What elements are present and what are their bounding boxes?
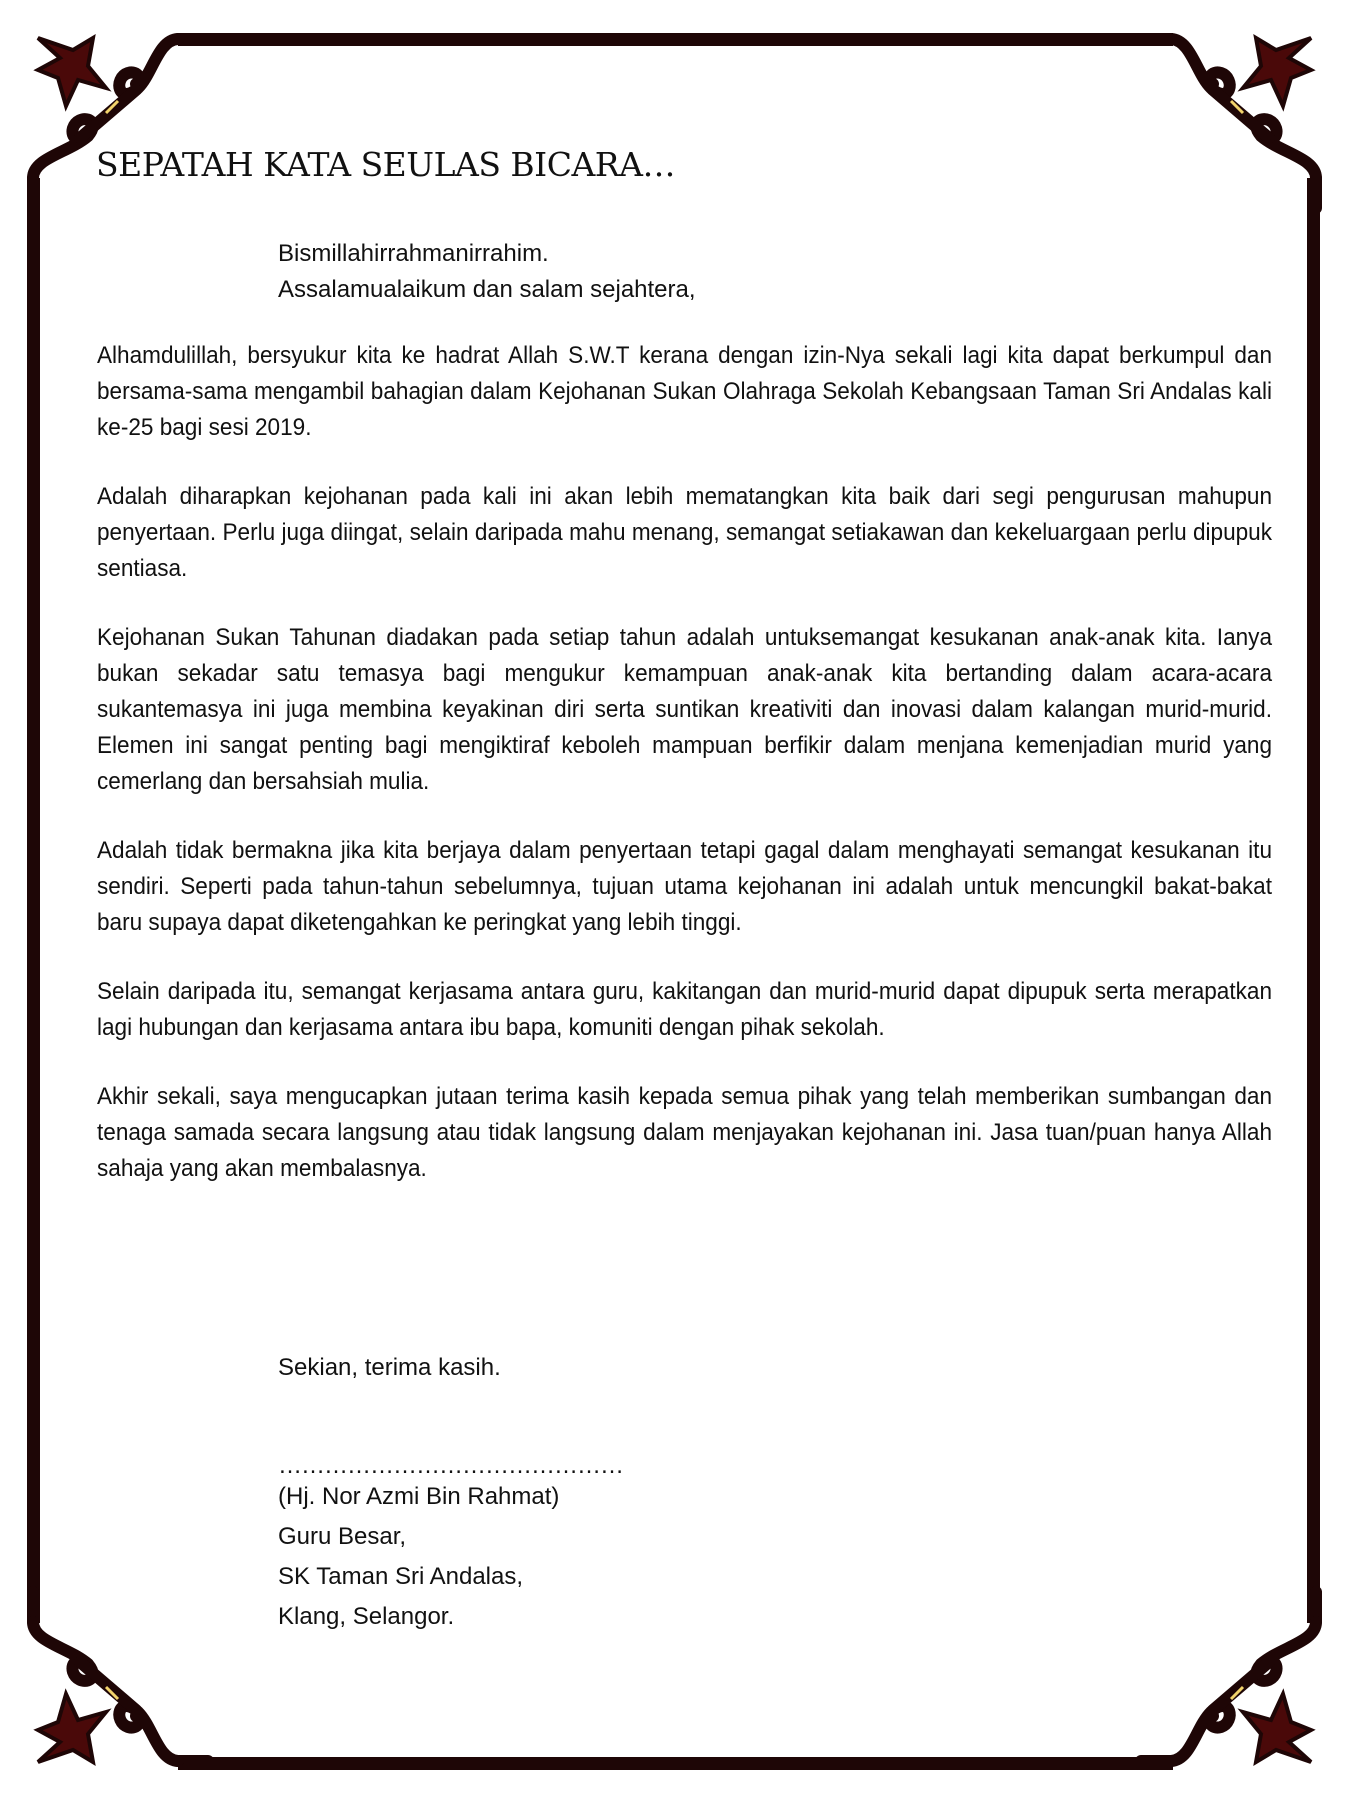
fleur-scroll-ornament-icon (1131, 1582, 1331, 1782)
fleur-scroll-ornament-icon (1131, 18, 1331, 218)
paragraph-spirit: Adalah tidak bermakna jika kita berjaya dalam penyertaan tetapi gagal dalam menghayati semangat kesukanan itu sendiri. Seperti pada tahun-tahun sebelumnya, tujuan utama kejohanan ini adalah untuk mencungkil bakat-bakat baru supaya dapat diketengahkan ke peringkat yang lebih tinggi. (97, 837, 1272, 936)
speech-body (97, 338, 1272, 1220)
corner-ornament-top-left-icon (18, 18, 218, 218)
closing-line: Sekian, terima kasih. (278, 1354, 501, 1381)
frame-border-right (1307, 178, 1320, 1623)
signatory-name: (Hj. Nor Azmi Bin Rahmat) (278, 1483, 560, 1510)
greeting-bismillah: Bismillahirrahmanirrahim. (278, 240, 549, 267)
corner-ornament-bottom-right-icon (1131, 1582, 1331, 1782)
greeting-block (278, 236, 696, 308)
paragraph-hope: Adalah diharapkan kejohanan pada kali ini akan lebih mematangkan kita baik dari segi pengurusan mahupun penyertaan. Perlu juga diingat, selain daripada mahu menang, semangat setiakawan dan kekeluargaan perlu dipupuk sentiasa. (97, 483, 1272, 582)
signatory-location: Klang, Selangor. (278, 1603, 455, 1630)
paragraph-intro: Alhamdulillah, bersyukur kita ke hadrat Allah S.W.T kerana dengan izin-Nya sekali lagi kita dapat berkumpul dan bersama-sama mengambil bahagian dalam Kejohanan Sukan Olahraga Sekolah Kebangsaan Taman Sri Andalas kali ke-25 bagi sesi 2019. (97, 342, 1272, 441)
page-title: SEPATAH KATA SEULAS BICARA… (96, 145, 675, 184)
signatory-school: SK Taman Sri Andalas, (278, 1563, 524, 1590)
greeting-salam: Assalamualaikum dan salam sejahtera, (278, 276, 696, 303)
paragraph-thanks: Akhir sekali, saya mengucapkan jutaan terima kasih kepada semua pihak yang telah memberikan sumbangan dan tenaga samada secara langsung atau tidak langsung dalam menjayakan kejohanan ini. Jasa tuan/puan hanya Allah sahaja yang akan membalasnya. (97, 1083, 1272, 1182)
fleur-scroll-ornament-icon (18, 1582, 218, 1782)
paragraph-cooperation: Selain daripada itu, semangat kerjasama antara guru, kakitangan dan murid-murid dapat dipupuk serta merapatkan lagi hubungan dan kerjasama antara ibu bapa, komuniti dengan pihak sekolah. (97, 978, 1272, 1041)
frame-border-top (178, 33, 1173, 46)
corner-ornament-bottom-left-icon (18, 1582, 218, 1782)
frame-border-left (27, 178, 40, 1623)
fleur-scroll-ornament-icon (18, 18, 218, 218)
signature-block (278, 1452, 623, 1637)
corner-ornament-top-right-icon (1131, 18, 1331, 218)
signatory-position: Guru Besar, (278, 1523, 407, 1550)
signature-dotted-line: ……………………………………… (278, 1452, 623, 1479)
frame-border-bottom (178, 1757, 1173, 1770)
paragraph-purpose: Kejohanan Sukan Tahunan diadakan pada setiap tahun adalah untuksemangat kesukanan anak-anak kita. Ianya bukan sekadar satu temasya bagi mengukur kemampuan anak-anak kita bertanding dalam acara-acara sukantemasya ini juga membina keyakinan diri serta suntikan kreativiti dan inovasi dalam kalangan murid-murid. Elemen ini sangat penting bagi mengiktiraf keboleh mampuan berfikir dalam menjana kemenjadian murid yang cemerlang dan bersahsiah mulia. (97, 624, 1272, 795)
